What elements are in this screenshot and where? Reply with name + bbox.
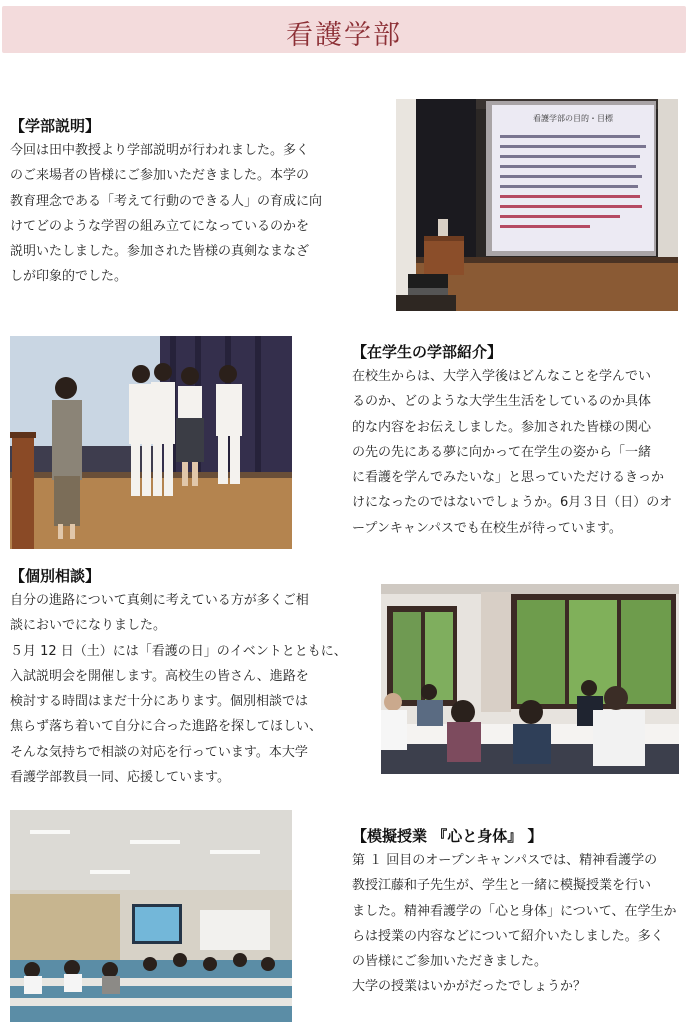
faculty-explanation-line: けてどのような学習の組み立てになっているのかを <box>10 218 310 234</box>
consultation-section <box>10 566 370 790</box>
page-title-bar <box>2 6 686 53</box>
consultation-line: 看護学部教員一同、応援しています。 <box>10 770 230 786</box>
faculty-explanation-line: 今回は田中教授より学部説明が行われました。多く <box>10 143 310 158</box>
slide-title-text: 看護学部の目的・目標 <box>533 114 613 123</box>
consultation-room-photo <box>381 584 679 774</box>
faculty-explanation-line: のご来場者の皆様にご参加いただきました。本学の <box>10 168 310 184</box>
student-intro-line: 的な内容をお伝えしました。参加された皆様の関心 <box>352 419 652 435</box>
mock-class-line: 第 １ 回目のオープンキャンパスでは、精神看護学の <box>352 853 658 868</box>
consultation-heading: 【個別相談】 <box>10 567 101 585</box>
student-intro-line: けになったのではないでしょうか。6月３日（日）のオ <box>352 495 673 511</box>
mock-class-photo <box>10 810 292 1022</box>
consultation-line: そんな気持ちで相談の対応を行っています。本大学 <box>10 744 308 760</box>
mock-class-line: らは授業の内容などについて紹介いたしました。多く <box>352 928 664 944</box>
faculty-explanation-line: しが印象的でした。 <box>10 269 128 285</box>
student-intro-line: 在校生からは、大学入学後はどんなことを学んでい <box>352 369 652 384</box>
faculty-explanation-section <box>10 116 370 290</box>
mock-class-line: 大学の授業はいかがだったでしょうか？ <box>352 979 587 995</box>
lecture-hall-photo <box>396 99 678 311</box>
consultation-line: 談においでになりました。 <box>10 618 167 634</box>
student-intro-line: に看護を学んでみたいな」と思っていただけるきっか <box>352 470 665 486</box>
consultation-line: ５月 12 日（土）には「看護の日」のイベントとともに、 <box>10 643 347 659</box>
student-presentation-photo <box>10 336 292 549</box>
student-intro-line: の先の先にある夢に向かって在学生の姿から「一緒 <box>352 444 652 460</box>
student-intro-heading: 【在学生の学部紹介】 <box>352 343 503 361</box>
page-title: 看護学部 <box>286 20 402 51</box>
faculty-explanation-line: 説明いたしました。参加された皆様の真剣なまなざ <box>10 244 310 260</box>
faculty-explanation-heading: 【学部説明】 <box>10 117 101 135</box>
consultation-line: 自分の進路について真剣に考えている方が多くご相 <box>10 593 309 608</box>
consultation-line: 焦らず落ち着いて自分に合った進路を探してほしい、 <box>10 719 323 735</box>
faculty-explanation-line: 教育理念である「考えて行動のできる人」の育成に向 <box>10 193 323 209</box>
mock-class-section <box>352 826 686 1000</box>
mock-class-line: の皆様にご参加いただきました。 <box>352 954 548 970</box>
student-intro-section <box>352 342 686 541</box>
student-intro-line: ープンキャンパスでも在校生が待っています。 <box>352 520 622 536</box>
student-intro-line: るのか、どのような大学生生活をしているのか具体 <box>352 394 652 410</box>
consultation-line: 検討する時間はまだ十分にあります。個別相談では <box>10 694 308 710</box>
mock-class-line: ました。精神看護学の「心と身体」について、在学生か <box>352 903 677 919</box>
consultation-line: 入試説明会を開催します。高校生の皆さん、進路を <box>10 668 309 684</box>
mock-class-heading: 【模擬授業 『心と身体』 】 <box>352 827 543 845</box>
mock-class-line: 教授江藤和子先生が、学生と一緒に模擬授業を行い <box>352 878 652 894</box>
